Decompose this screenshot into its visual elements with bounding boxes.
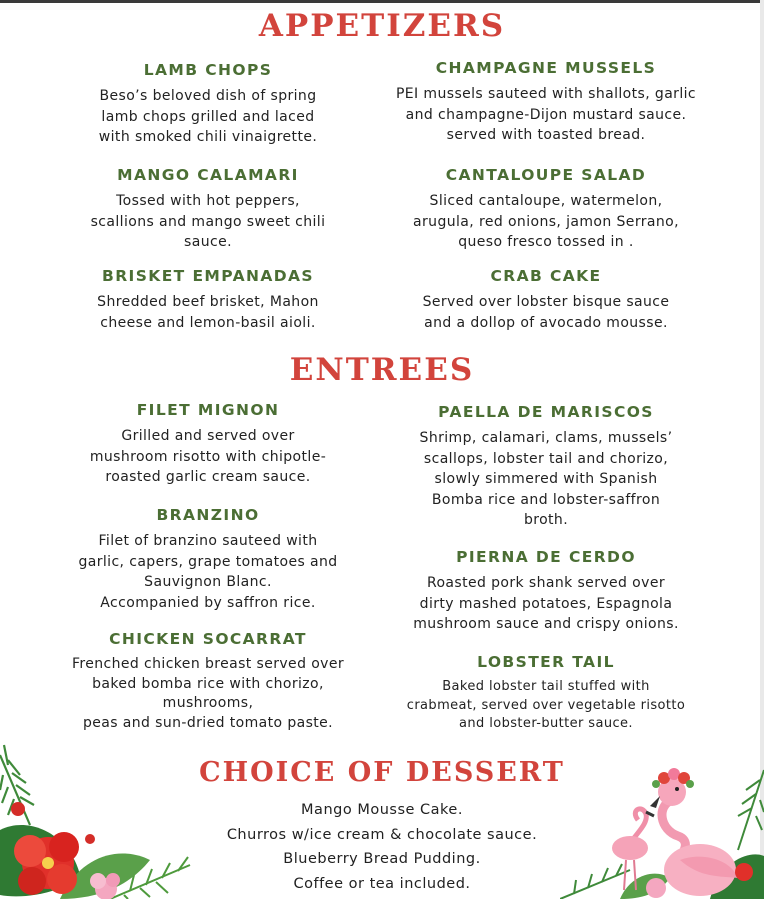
dessert-heading: CHOICE OF DESSERT	[199, 757, 565, 788]
item-description: Shrimp, calamari, clams, mussels’ scallops, lobster tail and chorizo, slowly simmered with Spanish Bomba rice and lobster-saffron broth.	[419, 430, 673, 528]
item-description: Frenched chicken breast served over baked bomba rice with chorizo, mushrooms, peas and sun-dried tomato paste.	[71, 656, 345, 731]
dessert-line: Mango Mousse Cake.	[301, 802, 463, 818]
item-name: LAMB CHOPS	[143, 61, 273, 79]
menu-item-lobster-tail	[378, 653, 714, 734]
menu-item-champagne-mussels	[378, 59, 714, 146]
menu-item-branzino	[58, 506, 358, 613]
flamingo-pair-illustration	[560, 760, 764, 899]
item-name: PAELLA DE MARISCOS	[438, 403, 654, 421]
item-name: CHICKEN SOCARRAT	[109, 630, 307, 648]
item-description: Sliced cantaloupe, watermelon, arugula, red onions, jamon Serrano, queso fresco tossed in .	[413, 193, 679, 250]
item-name: CRAB CAKE	[490, 267, 602, 285]
item-name: CANTALOUPE SALAD	[445, 166, 647, 184]
top-edge-bar	[0, 0, 764, 3]
item-description: Tossed with hot peppers, scallions and mango sweet chili sauce.	[90, 193, 326, 250]
menu-item-paella-de-mariscos	[378, 403, 714, 531]
item-name: FILET MIGNON	[136, 401, 280, 419]
menu-item-chicken-socarrat	[58, 630, 358, 733]
item-name: CHAMPAGNE MUSSELS	[435, 59, 657, 77]
item-description: Baked lobster tail stuffed with crabmeat, served over vegetable risotto and lobster-butter sauce.	[406, 679, 686, 731]
item-description: Grilled and served over mushroom risotto with chipotle- roasted garlic cream sauce.	[89, 428, 327, 485]
hibiscus-flower-icon	[14, 832, 79, 895]
menu-item-brisket-empanadas	[58, 267, 358, 333]
menu-item-lamb-chops	[58, 61, 358, 148]
entrees-heading: ENTREES	[289, 352, 475, 388]
menu-item-crab-cake	[378, 267, 714, 333]
dessert-line: Coffee or tea included.	[293, 875, 471, 892]
appetizers-heading: APPETIZERS	[258, 8, 506, 44]
item-description: Roasted pork shank served over dirty mashed potatoes, Espagnola mushroom sauce and crispy onions.	[413, 575, 679, 632]
item-description: PEI mussels sauteed with shallots, garlic and champagne-Dijon mustard sauce. served with toasted bread.	[395, 86, 697, 143]
red-bud-icon	[11, 802, 25, 816]
item-name: MANGO CALAMARI	[117, 166, 299, 184]
menu-item-pierna-de-cerdo	[378, 548, 714, 635]
item-name: PIERNA DE CERDO	[456, 548, 636, 566]
item-description: Shredded beef brisket, Mahon cheese and lemon-basil aioli.	[97, 294, 319, 331]
item-description: Beso’s beloved dish of spring lamb chops grilled and laced with smoked chili vinaigrette.	[98, 88, 318, 145]
menu-item-mango-calamari	[58, 166, 358, 253]
menu-item-filet-mignon	[58, 401, 358, 488]
item-description: Served over lobster bisque sauce and a dollop of avocado mousse.	[422, 294, 670, 331]
menu-item-cantaloupe-salad	[378, 166, 714, 253]
item-name: BRISKET EMPANADAS	[102, 267, 314, 285]
dessert-line: Churros w/ice cream & chocolate sauce.	[226, 826, 538, 843]
item-name: BRANZINO	[156, 506, 260, 524]
item-description: Filet of branzino sauteed with garlic, capers, grape tomatoes and Sauvignon Blanc. Accompanied by saffron rice.	[78, 533, 338, 611]
tropical-flower-leaves-illustration	[0, 735, 200, 899]
item-name: LOBSTER TAIL	[477, 653, 615, 671]
dessert-line: Blueberry Bread Pudding.	[283, 851, 481, 868]
red-bud-icon	[85, 834, 95, 844]
